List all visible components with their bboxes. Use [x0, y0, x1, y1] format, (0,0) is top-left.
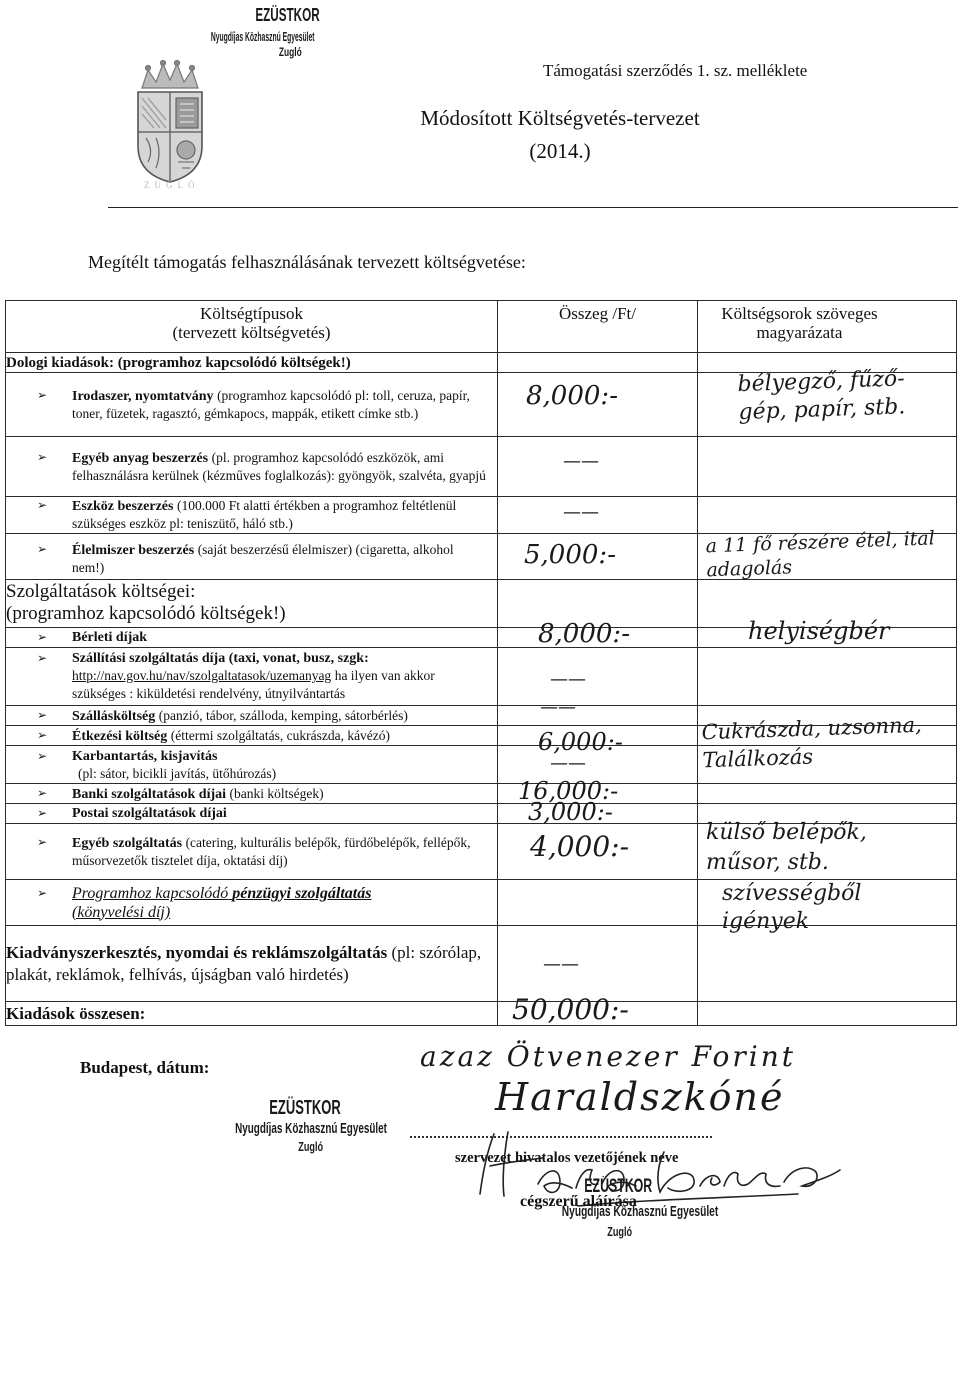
row-label: Eszköz beszerzés [72, 499, 174, 514]
amount-eszkoz: —— [563, 502, 599, 523]
table-row [6, 648, 957, 706]
column-header-explanation-line2: magyarázata [756, 323, 843, 342]
arrow-bullet-icon: ➢ [37, 885, 48, 900]
arrow-bullet-icon: ➢ [37, 542, 48, 556]
amount-etkezes: 6,000:- [538, 728, 623, 756]
amount-kiadvany: —— [543, 954, 579, 975]
header-stamp-district: Zugló [278, 45, 302, 59]
leader-name-handwritten: Haraldszkóné [495, 1075, 785, 1119]
note-programhoz: szívességből igények [722, 881, 862, 934]
services-heading-line1: Szolgáltatások költségei: [6, 581, 196, 602]
row-label: Programhoz kapcsolódó [72, 884, 229, 902]
amount-in-words: azaz Ötvenezer Forint [420, 1040, 796, 1073]
row-label: Karbantartás, kisjavítás [72, 748, 218, 764]
table-header-row [6, 301, 957, 353]
note-elelmiszer: a 11 fő részére étel, ital adagolás [705, 527, 936, 582]
signature-stamp-subtitle: Nyugdíjas Közhasznú Egyesület [561, 1203, 719, 1220]
footer-stamp-name: EZÜSTKOR [269, 1097, 341, 1119]
page-year: (2014.) [529, 139, 591, 163]
services-heading-line2: (programhoz kapcsolódó költségek!) [6, 603, 286, 624]
row-label: Irodaszer, nyomtatvány [72, 388, 214, 404]
place-date-label: Budapest, dátum: [80, 1058, 210, 1077]
row-detail: (pl: szórólap, plakát, reklámok, felhívás, újságban való hirdetés) [6, 942, 482, 984]
row-label: Postai szolgáltatások díjai [72, 806, 227, 821]
amount-irodaszer: 8,000:- [526, 381, 618, 411]
row-label: Étkezési költség [72, 728, 168, 744]
table-row [6, 497, 957, 534]
arrow-bullet-icon: ➢ [37, 630, 48, 644]
note-etkezes: Cukrászda, uzsonna, Találkozás [701, 712, 923, 773]
arrow-bullet-icon: ➢ [37, 707, 48, 722]
row-detail: ha ilyen van akkor szükséges : kiküldetési rendelvény, útnyilvántartás [72, 668, 435, 701]
services-heading [6, 580, 498, 628]
row-detail: (pl. programhoz kapcsolódó eszközök, ami felhasználásra kerülnek (kézműves foglalkozás): gyöngyök, szalvéta, gyapjú [72, 449, 486, 483]
signature-stamp-name: EZÜSTKOR [584, 1176, 652, 1197]
column-header-title: Költségtípusok [200, 304, 303, 323]
row-label-bold: pénzügyi szolgáltatás [232, 884, 372, 902]
row-detail: (banki költségek) [229, 785, 324, 801]
footer-stamp-district: Zugló [298, 1139, 324, 1154]
row-detail: (pl: sátor, bicikli javítás, ütőhúrozás) [78, 765, 277, 781]
arrow-bullet-icon: ➢ [37, 387, 48, 402]
table-row [6, 437, 957, 497]
note-egyeb-szolgaltatas: külső belépők, műsor, stb. [706, 820, 867, 875]
arrow-bullet-icon: ➢ [37, 748, 48, 763]
row-detail: (könyvelési díj) [72, 903, 171, 921]
row-detail: (éttermi szolgáltatás, cukrászda, kávézó) [170, 727, 391, 743]
row-detail: (panzió, tábor, szálloda, kemping, sátorbérlés) [158, 707, 408, 723]
arrow-bullet-icon: ➢ [37, 727, 48, 742]
row-label: Bérleti díjak [72, 630, 148, 645]
arrow-bullet-icon: ➢ [37, 785, 48, 800]
amount-berleti: 8,000:- [538, 619, 630, 649]
amount-banki: 16,000:- [518, 777, 619, 805]
note-berleti: helyiségbér [748, 617, 890, 645]
row-label: Egyéb anyag beszerzés [72, 450, 209, 466]
column-header-explanation-line1: Költségsorok szöveges [721, 304, 878, 323]
column-header-subtitle: (tervezett költségvetés) [172, 323, 331, 342]
amount-karbantartas: —— [550, 753, 586, 774]
signature-stamp-district: Zugló [607, 1224, 633, 1239]
arrow-bullet-icon: ➢ [37, 498, 48, 512]
row-label: Szállítási szolgáltatás díja (taxi, vonat, busz, szgk: [72, 651, 369, 666]
row-label: Kiadványszerkesztés, nyomdai és reklámszolgáltatás [6, 942, 388, 962]
amount-szallitasi: —— [550, 669, 586, 690]
signature-caption: cégszerű aláírása [520, 1193, 637, 1210]
total-label: Kiadások összesen: [6, 1003, 146, 1023]
table-row-publishing [6, 926, 957, 1002]
footer-stamp-subtitle: Nyugdíjas Közhasznú Egyesület [235, 1120, 387, 1137]
amount-egyeb-szolgaltatas: 4,000:- [530, 830, 630, 863]
arrow-bullet-icon: ➢ [37, 834, 48, 849]
row-label: Banki szolgáltatások díjai [72, 786, 227, 802]
column-header-cost-types [6, 301, 498, 353]
dologi-heading: Dologi kiadások: (programhoz kapcsolódó költségek!) [6, 353, 498, 373]
header-stamp-name: EZÜSTKOR [254, 5, 320, 25]
row-label: Egyéb szolgáltatás [72, 835, 183, 851]
header-stamp-subtitle: Nyugdíjas Közhasznú Egyesület [211, 29, 315, 44]
column-header-explanation [698, 301, 957, 353]
table-row-total [6, 1002, 957, 1026]
row-detail: (saját beszerzésű élelmiszer) (cigaretta, alkohol nem!) [72, 542, 454, 575]
arrow-bullet-icon: ➢ [37, 651, 48, 665]
row-label: Élelmiszer beszerzés [72, 543, 195, 558]
row-detail: (catering, kulturális belépők, fürdőbelépők, fellépők, műsorvezetők tisztelet díja, oktatási díj) [72, 834, 471, 868]
leader-name-caption: szervezet hivatalos vezetőjének neve [455, 1150, 679, 1166]
row-label: Szállásköltség [72, 708, 156, 724]
amount-elelmiszer: 5,000:- [524, 540, 616, 570]
note-irodaszer: bélyegző, fűző-gép, papír, stb. [737, 366, 906, 426]
table-row [6, 784, 957, 804]
arrow-bullet-icon: ➢ [37, 449, 48, 464]
amount-egyeb-anyag: —— [563, 451, 599, 472]
header-divider [108, 207, 958, 208]
arrow-bullet-icon: ➢ [37, 806, 48, 820]
svg-text:ZUGLÓ: ZUGLÓ [144, 180, 200, 188]
amount-total: 50,000:- [512, 993, 629, 1026]
page-title: Módosított Költségvetés-tervezet [420, 106, 700, 130]
row-detail: (programhoz kapcsolódó pl: toll, ceruza, papír, toner, füzetek, ragasztó, gémkapocs, mappák, etikett címke stb.) [72, 387, 470, 421]
amount-szallas: —— [540, 697, 576, 718]
row-detail: (100.000 Ft alatti értékben a programhoz feltétlenül szükséges eszköz pl: teniszütő, háló stb.) [72, 498, 457, 531]
annex-label: Támogatási szerződés 1. sz. melléklete [543, 61, 808, 80]
section-title: Megítélt támogatás felhasználásának tervezett költségvetése: [88, 252, 526, 272]
amount-postai: 3,000:- [528, 798, 613, 826]
column-header-amount: Összeg /Ft/ [498, 301, 698, 353]
nav-fuel-link[interactable]: http://nav.gov.hu/nav/szolgaltatasok/uzemanyag [72, 668, 332, 683]
